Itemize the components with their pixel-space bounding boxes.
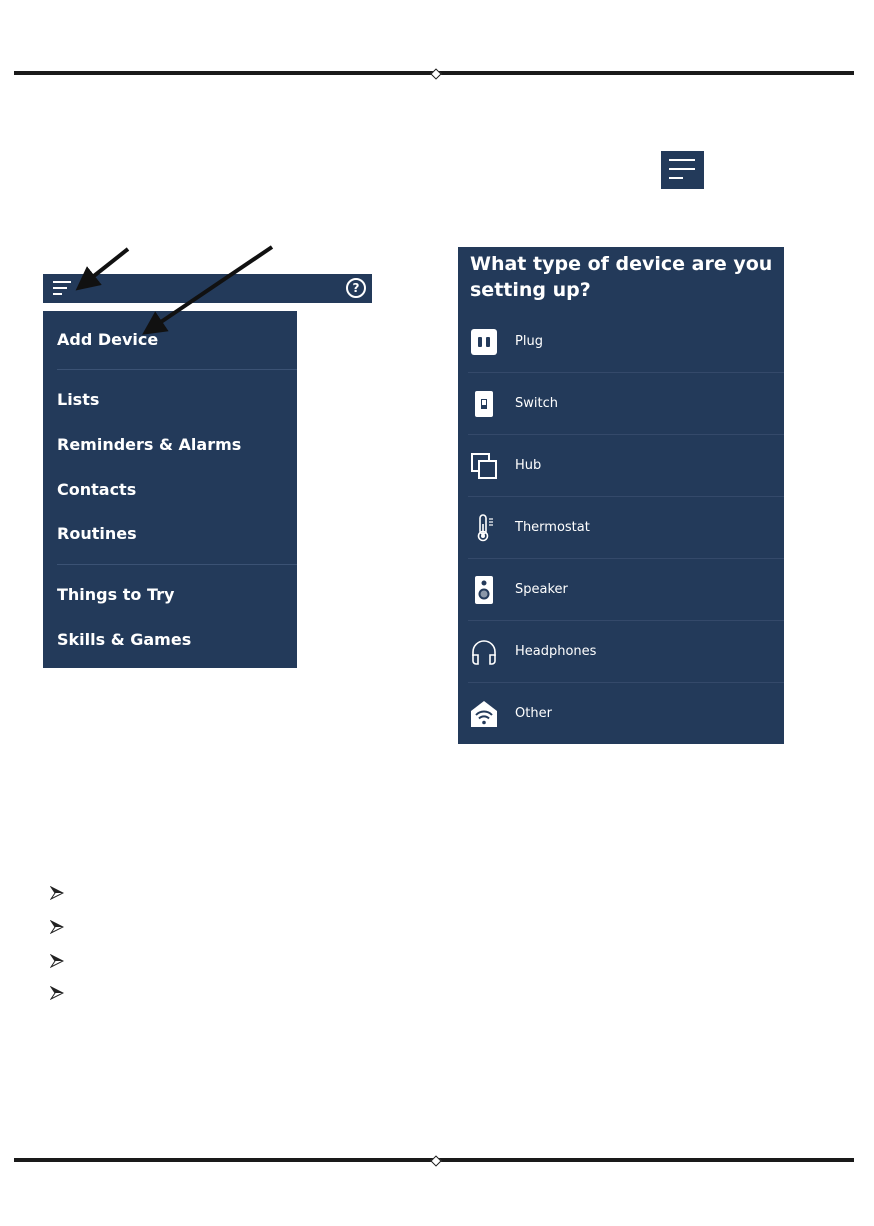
device-option-speaker[interactable]	[458, 559, 784, 621]
menu-item-lists[interactable]: Lists	[57, 390, 100, 409]
plug-icon	[470, 328, 498, 356]
device-option-label: Switch	[515, 396, 558, 411]
device-type-picker	[458, 247, 784, 744]
device-option-label: Hub	[515, 458, 542, 473]
headphones-icon	[470, 638, 498, 666]
arrowhead-bullet-icon	[50, 886, 64, 900]
device-option-label: Plug	[515, 334, 543, 349]
device-option-label: Headphones	[515, 644, 597, 659]
menu-item-things-to-try[interactable]: Things to Try	[57, 585, 175, 604]
arrowhead-bullet-icon	[50, 920, 64, 934]
device-option-label: Other	[515, 706, 552, 721]
hamburger-menu-icon[interactable]	[53, 281, 71, 295]
menu-item-contacts[interactable]: Contacts	[57, 480, 137, 499]
device-picker-title: What type of device are you setting up?	[470, 253, 773, 301]
menu-icon	[661, 151, 704, 189]
bottom-divider-rule	[14, 1158, 854, 1162]
app-top-bar	[43, 274, 372, 303]
speaker-icon	[470, 576, 498, 604]
device-option-plug[interactable]	[458, 311, 784, 373]
menu-item-add-device[interactable]: Add Device	[57, 330, 159, 349]
device-option-headphones[interactable]	[458, 621, 784, 683]
thermostat-icon	[470, 514, 498, 542]
arrowhead-bullet-icon	[50, 954, 64, 968]
device-option-label: Thermostat	[515, 520, 590, 535]
menu-divider	[57, 564, 297, 565]
menu-item-routines[interactable]: Routines	[57, 524, 137, 543]
menu-divider	[57, 369, 297, 370]
wifi-house-icon	[470, 700, 498, 728]
navigation-drawer	[43, 311, 297, 668]
menu-item-reminders-alarms[interactable]: Reminders & Alarms	[57, 435, 242, 454]
device-option-switch[interactable]	[458, 373, 784, 435]
help-icon[interactable]: ?	[346, 278, 366, 298]
device-option-other[interactable]	[458, 683, 784, 745]
menu-item-skills-games[interactable]: Skills & Games	[57, 630, 192, 649]
switch-icon	[470, 390, 498, 418]
arrowhead-bullet-icon	[50, 986, 64, 1000]
device-option-label: Speaker	[515, 582, 568, 597]
device-option-hub[interactable]	[458, 435, 784, 497]
device-option-thermostat[interactable]	[458, 497, 784, 559]
hub-icon	[470, 452, 498, 480]
top-divider-rule	[14, 71, 854, 75]
